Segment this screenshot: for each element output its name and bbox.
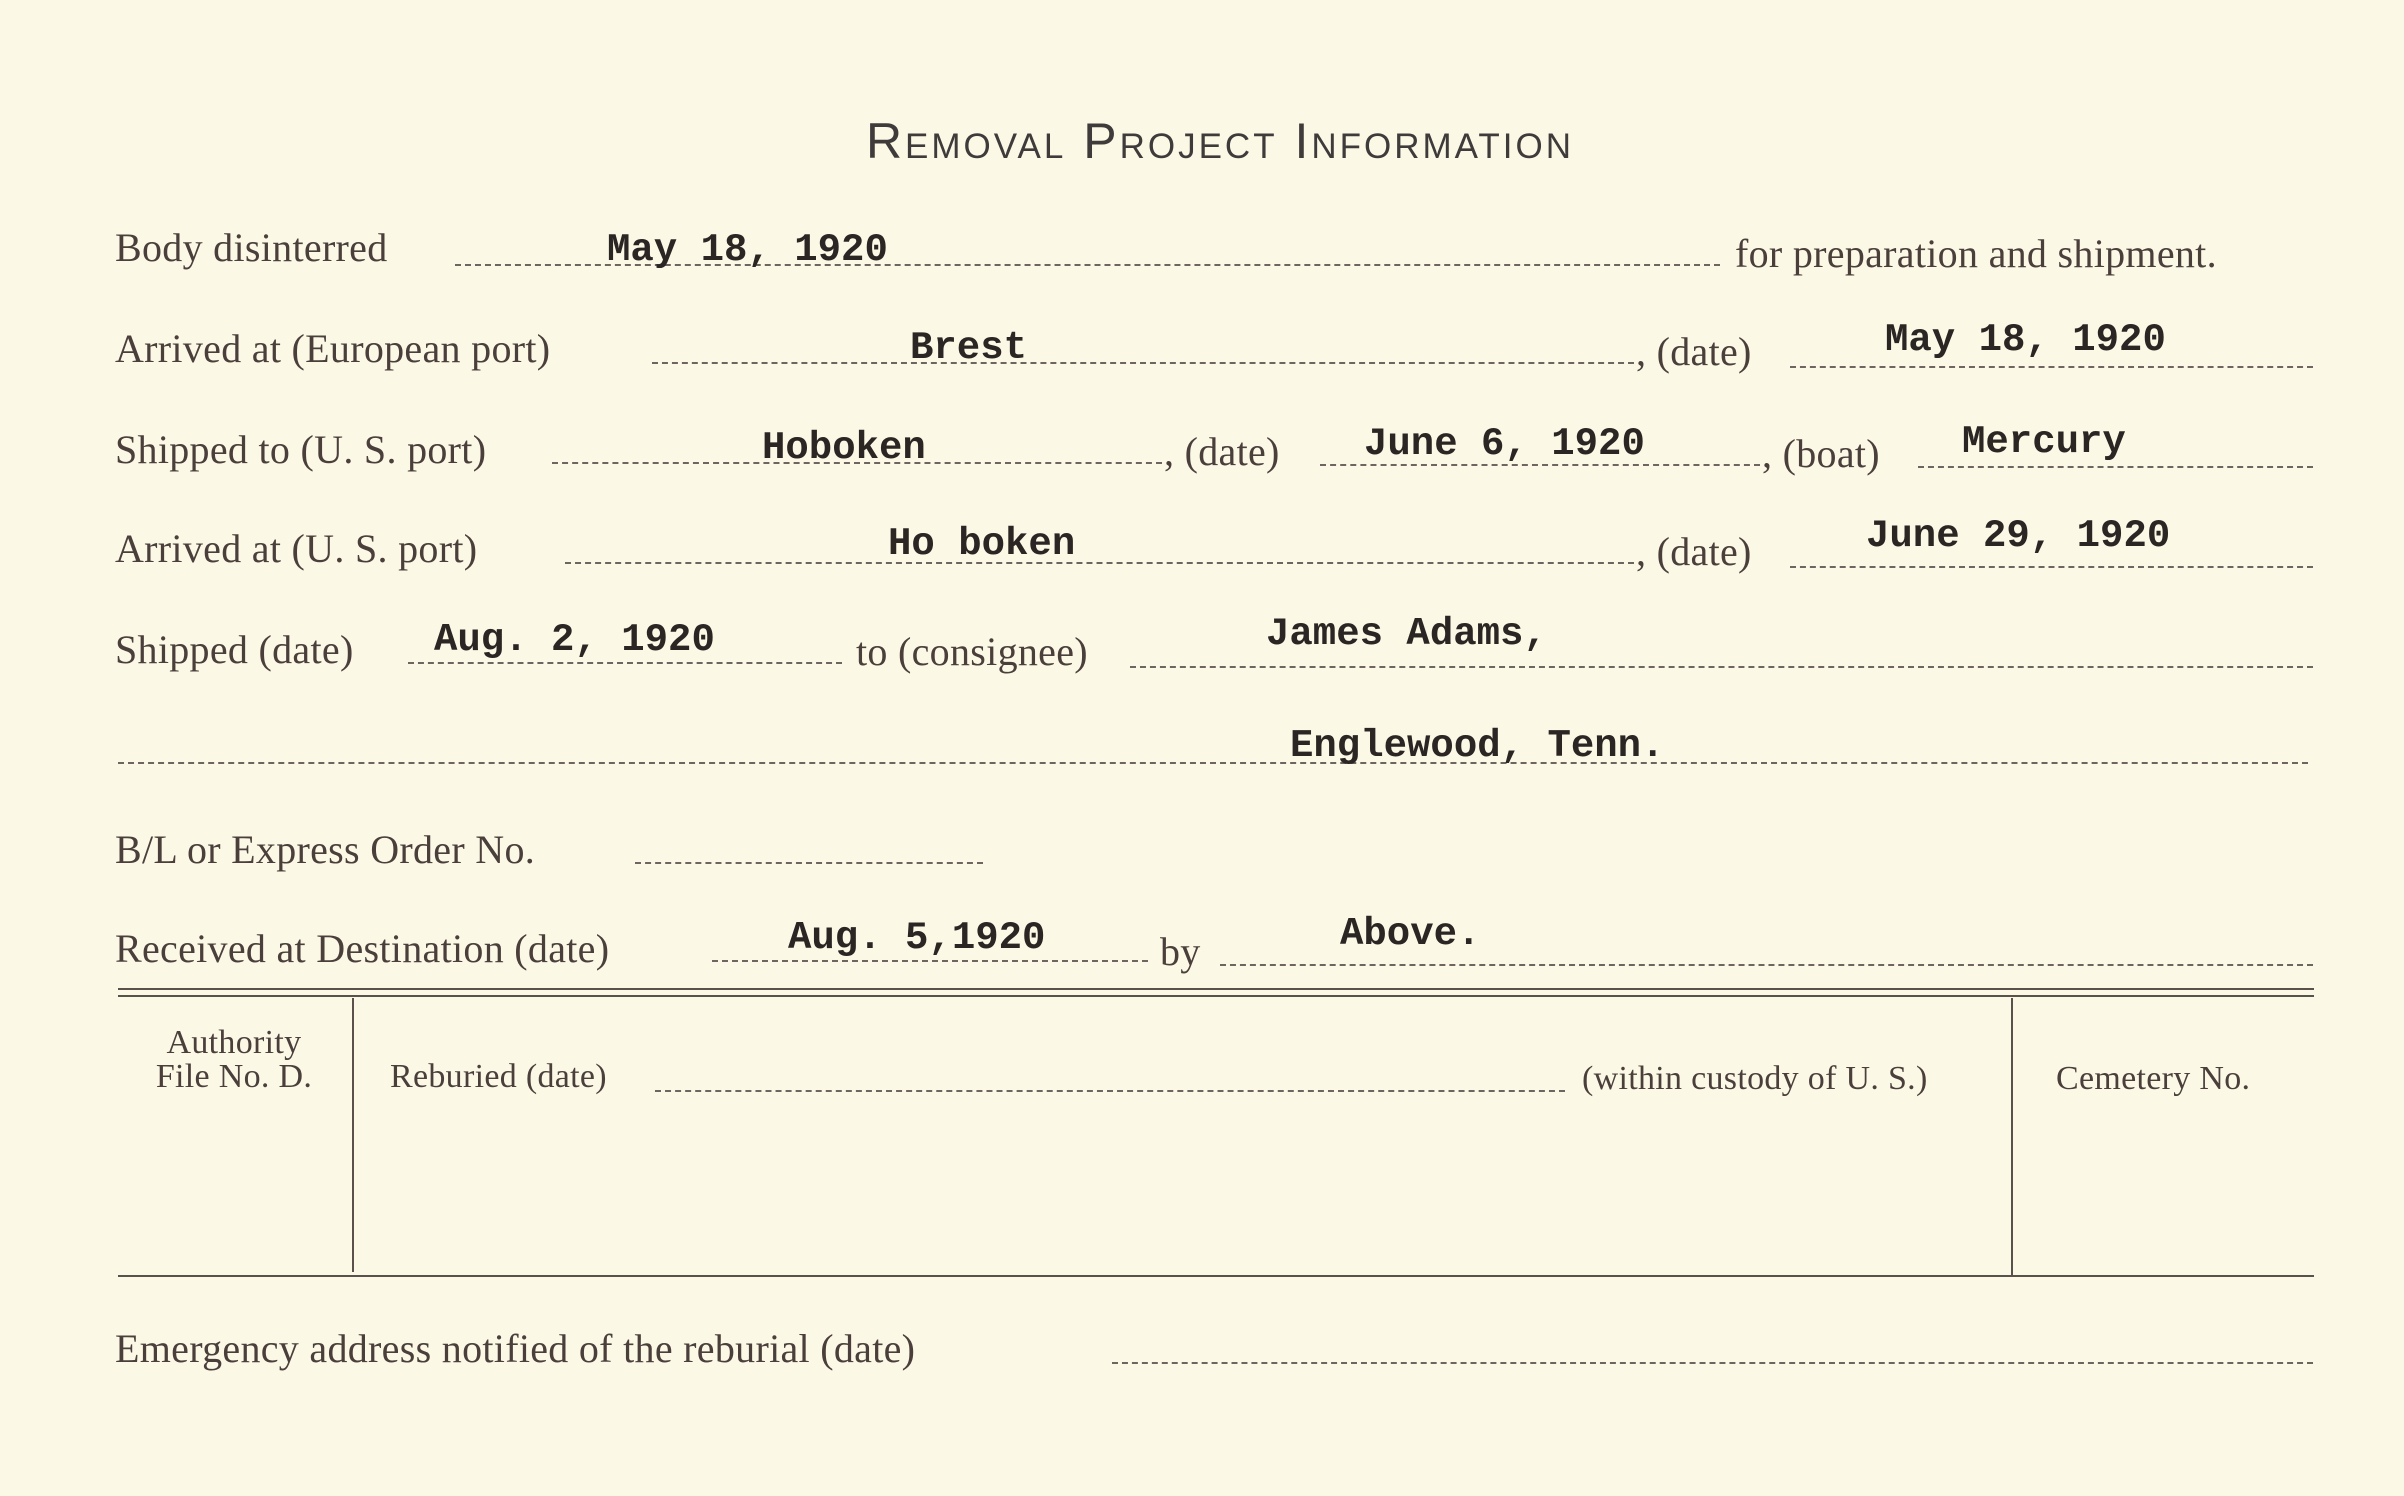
european-port-label: Arrived at (European port) (115, 326, 551, 371)
emergency-label: Emergency address notified of the reburial (date) (115, 1326, 916, 1371)
european-port-line (652, 362, 1634, 364)
consignee-label: to (consignee) (856, 629, 1088, 674)
arrived-date-label: , (date) (1636, 529, 1752, 574)
received-value: Aug. 5,1920 (788, 916, 1046, 960)
address-line (118, 762, 2308, 764)
shipped-us-value: Hoboken (762, 426, 926, 470)
table-bottom-rule (118, 1275, 2314, 1277)
bl-order-label: B/L or Express Order No. (115, 827, 536, 872)
european-date-value: May 18, 1920 (1885, 318, 2166, 362)
european-date-line (1790, 366, 2313, 368)
shipped-date-row-value: Aug. 2, 1920 (434, 618, 715, 662)
custody-label: (within custody of U. S.) (1582, 1060, 1928, 1097)
shipped-date-value: June 6, 1920 (1364, 422, 1645, 466)
arrived-us-value: Ho boken (888, 522, 1076, 566)
disinterred-suffix: for preparation and shipment. (1735, 231, 2217, 276)
arrived-us-line (565, 562, 1634, 564)
reburied-line (655, 1090, 1565, 1092)
received-label: Received at Destination (date) (115, 926, 610, 971)
table-top-rule-2 (118, 995, 2314, 997)
authority-header (118, 1026, 350, 1094)
table-top-rule (118, 988, 2314, 990)
arrived-date-line (1790, 566, 2313, 568)
table-divider-left (352, 998, 354, 1272)
table-divider-right (2011, 998, 2013, 1276)
shipped-date-row-label: Shipped (date) (115, 627, 354, 672)
received-by-label: by (1160, 929, 1201, 974)
received-line (712, 960, 1148, 962)
cemetery-label: Cemetery No. (2056, 1060, 2251, 1097)
authority-line1: Authority (166, 1024, 302, 1061)
arrived-us-label: Arrived at (U. S. port) (115, 526, 478, 571)
shipped-date-row-line (408, 662, 842, 664)
arrived-date-value: June 29, 1920 (1866, 514, 2171, 558)
european-date-label: , (date) (1636, 329, 1752, 374)
bl-order-line (635, 862, 983, 864)
european-port-value: Brest (910, 326, 1028, 370)
emergency-line (1112, 1362, 2313, 1364)
boat-value: Mercury (1962, 420, 2126, 464)
authority-line2: File No. D. (155, 1058, 313, 1095)
received-by-value: Above. (1340, 912, 1481, 956)
shipped-date-label: , (date) (1164, 429, 1280, 474)
disinterred-label: Body disinterred (115, 225, 388, 270)
received-by-line (1220, 964, 2313, 966)
consignee-line (1130, 666, 2313, 668)
reburied-label: Reburied (date) (390, 1058, 607, 1095)
boat-label: , (boat) (1762, 431, 1880, 476)
disinterred-value: May 18, 1920 (607, 228, 888, 272)
consignee-value: James Adams, (1266, 612, 1547, 656)
boat-line (1918, 466, 2313, 468)
shipped-us-label: Shipped to (U. S. port) (115, 427, 487, 472)
card-title: Removal Project Information (865, 113, 1575, 169)
consignee-address: Englewood, Tenn. (1290, 724, 1665, 768)
